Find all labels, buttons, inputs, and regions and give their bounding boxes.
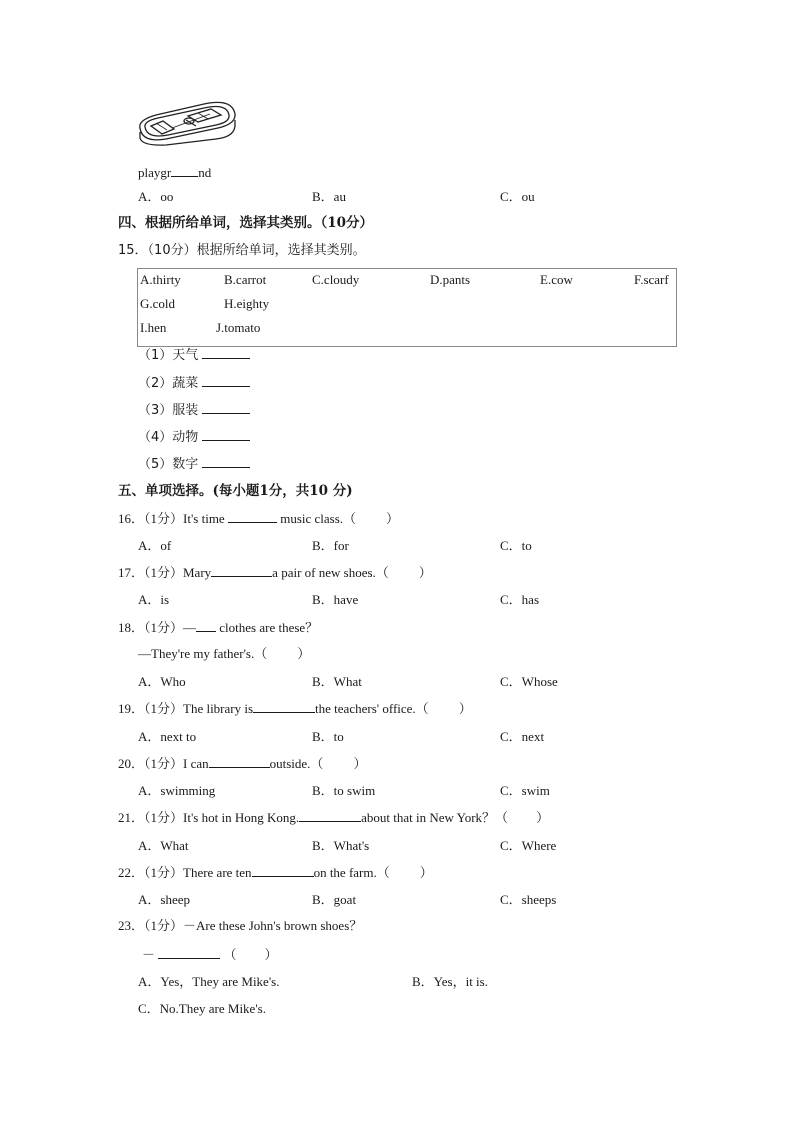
q23-line2: － （ ） [142, 947, 278, 962]
q22-stem: 22．（1分）There are ten on the farm.（ ） [118, 865, 433, 880]
word-f: F.scarf [634, 272, 669, 287]
q22-option-a[interactable]: A．sheep [138, 892, 190, 907]
q16-option-b[interactable]: B．for [312, 538, 349, 553]
q16-option-a[interactable]: A．of [138, 538, 172, 553]
word-d: D.pants [430, 272, 471, 287]
word-c: C.cloudy [312, 272, 360, 287]
q21-option-c[interactable]: C．Where [500, 838, 557, 853]
q19-option-b[interactable]: B．to [312, 729, 344, 744]
q21-option-b[interactable]: B．What's [312, 838, 370, 853]
q19-option-a[interactable]: A．next to [138, 729, 197, 744]
q14-word: playgr nd [138, 165, 212, 180]
answer-blank[interactable] [299, 809, 361, 822]
q18-stem: 18．（1分）— clothes are these？ [118, 620, 319, 635]
q17-stem: 17．（1分）Mary a pair of new shoes.（ ） [118, 565, 432, 580]
q14-option-b[interactable]: B．au [312, 189, 346, 204]
q14-option-a[interactable]: A．oo [138, 189, 174, 204]
q17-option-b[interactable]: B．have [312, 592, 359, 607]
q16-option-c[interactable]: C．to [500, 538, 532, 553]
answer-blank[interactable] [228, 510, 277, 523]
category-2: （2）蔬菜 [138, 374, 250, 392]
q18-option-a[interactable]: A．Who [138, 674, 186, 689]
playground-illustration [136, 98, 238, 148]
answer-blank[interactable] [158, 946, 220, 959]
q17-option-c[interactable]: C．has [500, 592, 540, 607]
category-1: （1）天气 [138, 346, 250, 364]
q19-stem: 19．（1分）The library is the teachers' office.（ ） [118, 701, 472, 716]
q18-option-c[interactable]: C．Whose [500, 674, 558, 689]
word-h: H.eighty [224, 296, 270, 311]
q20-stem: 20．（1分）I can outside.（ ） [118, 756, 367, 771]
q22-option-c[interactable]: C．sheeps [500, 892, 557, 907]
word-j: J.tomato [216, 320, 261, 335]
category-4: （4）动物 [138, 428, 250, 446]
q20-option-c[interactable]: C．swim [500, 783, 550, 798]
q23-option-c[interactable]: C．No.They are Mike's. [138, 1001, 266, 1016]
q22-option-b[interactable]: B．goat [312, 892, 357, 907]
section-5-title: 五、单项选择。(每小题1分，共10 分) [118, 483, 353, 499]
word-a: A.thirty [140, 272, 181, 287]
answer-blank[interactable] [196, 619, 216, 632]
q19-option-c[interactable]: C．next [500, 729, 545, 744]
answer-blank[interactable] [253, 700, 315, 713]
category-3: （3）服装 [138, 401, 250, 419]
q23-stem: 23．（1分）－Are these John's brown shoes？ [118, 918, 363, 933]
word-g: G.cold [140, 296, 176, 311]
word-i: I.hen [140, 320, 167, 335]
answer-blank[interactable] [202, 346, 250, 359]
q18-line2: —They're my father's.（ ） [138, 646, 311, 661]
q17-option-a[interactable]: A．is [138, 592, 170, 607]
word-e: E.cow [540, 272, 573, 287]
section-4-title: 四、根据所给单词，选择其类别。（10分） [118, 215, 374, 231]
q21-stem: 21．（1分）It's hot in Hong Kong. about that in New York？（ ） [118, 810, 550, 825]
word-b: B.carrot [224, 272, 267, 287]
q14-option-c[interactable]: C．ou [500, 189, 535, 204]
q16-stem: 16．（1分）It's time music class.（ ） [118, 511, 400, 526]
q15-stem: 15．（10分）根据所给单词，选择其类别。 [118, 243, 366, 258]
answer-blank[interactable] [252, 864, 314, 877]
answer-blank[interactable] [211, 564, 272, 577]
answer-blank[interactable] [202, 374, 250, 387]
answer-blank[interactable] [202, 401, 250, 414]
q20-option-a[interactable]: A．swimming [138, 783, 216, 798]
q21-option-a[interactable]: A．What [138, 838, 189, 853]
answer-blank[interactable] [202, 455, 250, 468]
q18-option-b[interactable]: B．What [312, 674, 362, 689]
q20-option-b[interactable]: B．to swim [312, 783, 376, 798]
answer-blank[interactable] [202, 428, 250, 441]
q23-option-a[interactable]: A．Yes，They are Mike's. [138, 974, 280, 989]
q23-option-b[interactable]: B．Yes，it is. [412, 974, 488, 989]
category-5: （5）数字 [138, 455, 250, 473]
answer-blank[interactable] [209, 755, 270, 768]
